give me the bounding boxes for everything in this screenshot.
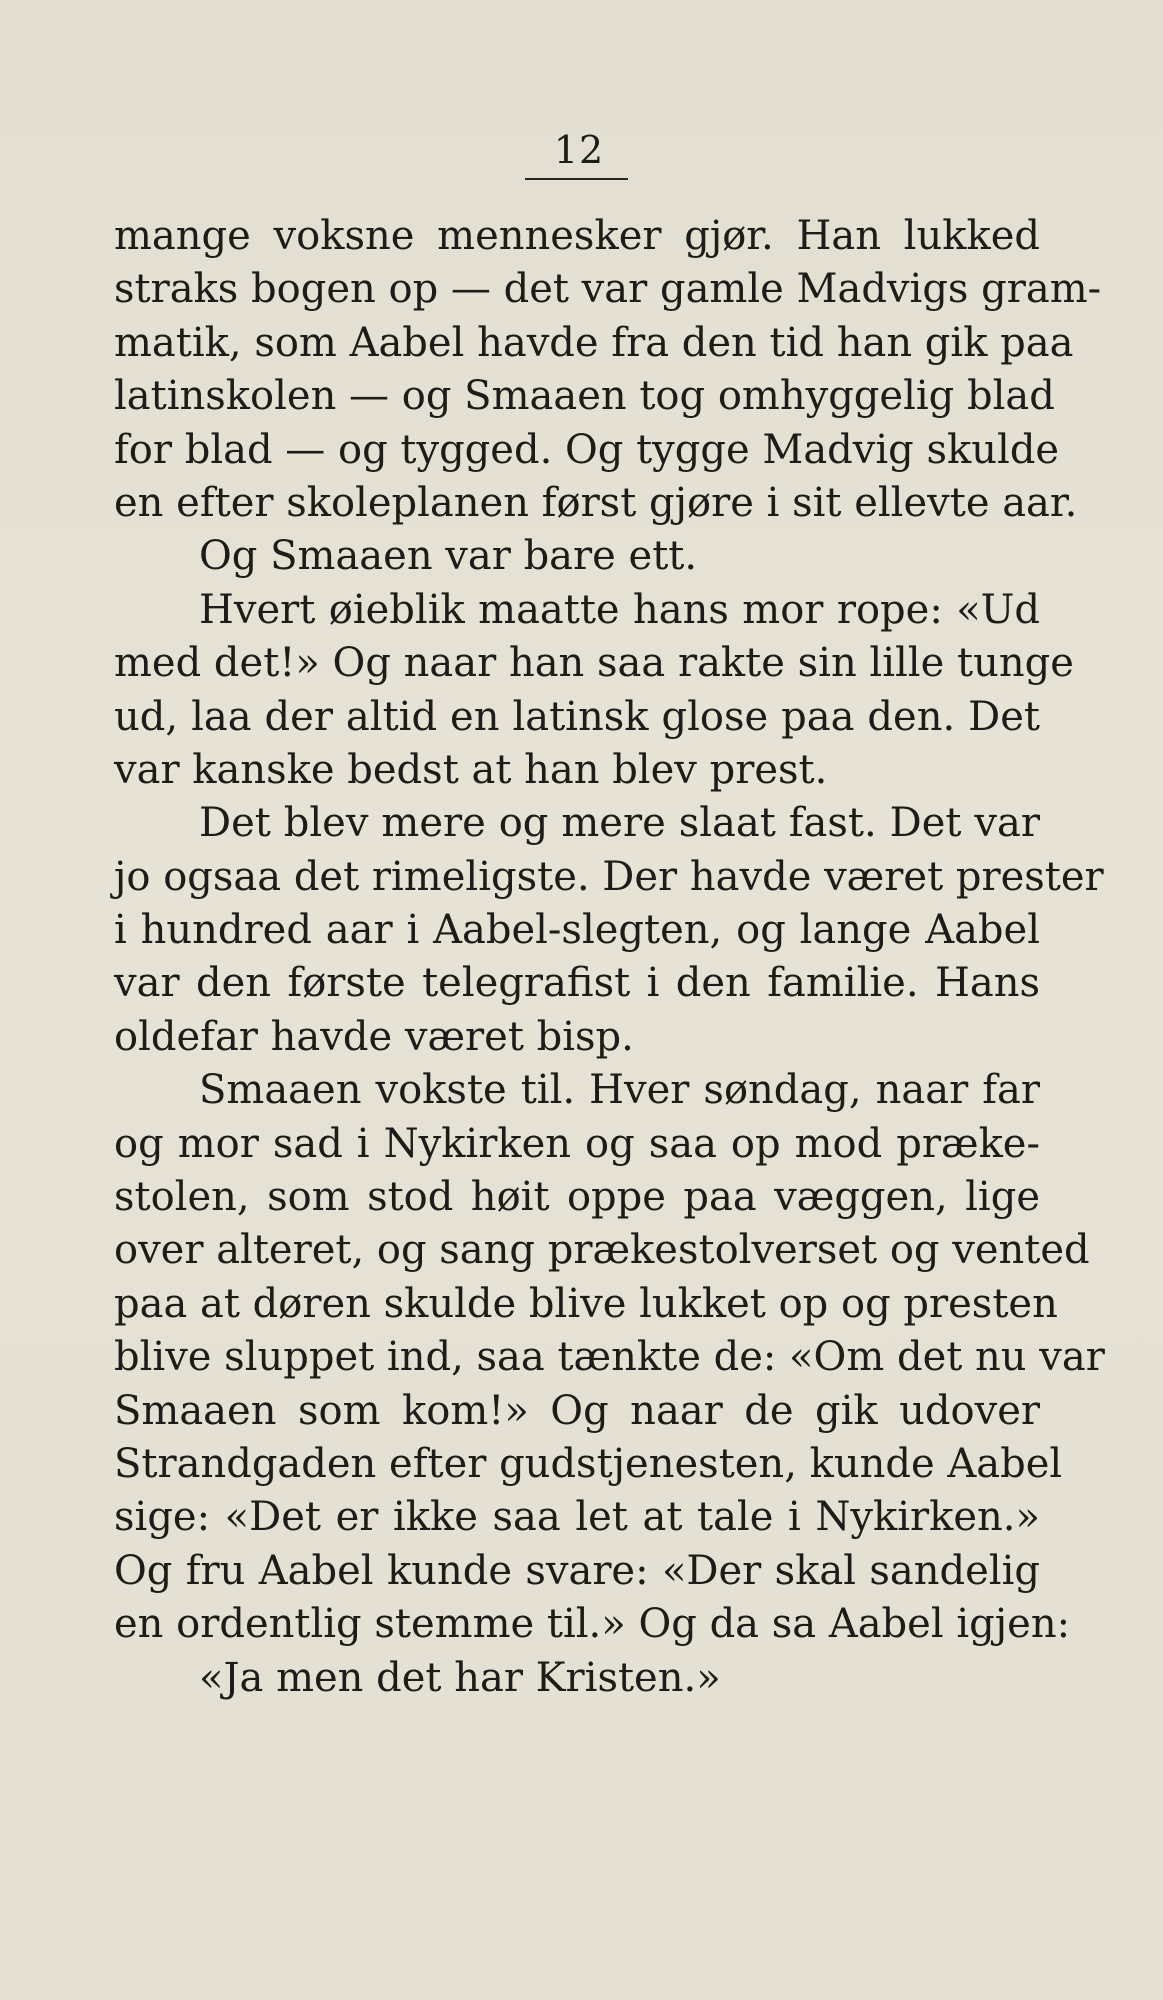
text-line: for blad — og tygged. Og tygge Madvig skulde — [114, 426, 1060, 473]
text-line: og mor sad i Nykirken og saa op mod præke- — [114, 1120, 1040, 1167]
text-line: var den første telegrafist i den familie. Hans — [114, 960, 1040, 1007]
text-line: Hvert øieblik maatte hans mor rope: «Ud — [199, 586, 1040, 633]
text-line: var kanske bedst at han blev prest. — [114, 746, 828, 793]
text-line: oldefar havde været bisp. — [114, 1013, 634, 1060]
text-line: matik, som Aabel havde fra den tid han gik paa — [114, 319, 1074, 366]
text-line: en ordentlig stemme til.» Og da sa Aabel igjen: — [114, 1601, 1071, 1648]
body-text — [114, 210, 1105, 1705]
text-line: «Ja men det har Kristen.» — [199, 1654, 721, 1701]
text-line: med det!» Og naar han saa rakte sin lille tunge — [114, 640, 1074, 687]
text-line: Og fru Aabel kunde svare: «Der skal sandelig — [114, 1547, 1040, 1594]
text-line: over alteret, og sang prækestolverset og vented — [114, 1227, 1090, 1274]
text-line: Det blev mere og mere slaat fast. Det var — [199, 800, 1040, 847]
text-line: jo ogsaa det rimeligste. Der havde været prester — [114, 853, 1104, 900]
text-line: Strandgaden efter gudstjenesten, kunde Aabel — [114, 1440, 1063, 1487]
page-number-rule — [525, 178, 628, 180]
text-line: Smaaen som kom!» Og naar de gik udover — [114, 1387, 1040, 1434]
text-line: sige: «Det er ikke saa let at tale i Nykirken.» — [114, 1494, 1040, 1541]
text-line: latinskolen — og Smaaen tog omhyggelig blad — [114, 373, 1055, 420]
text-line: ud, laa der altid en latinsk glose paa den. Det — [114, 693, 1040, 740]
text-line: i hundred aar i Aabel-slegten, og lange Aabel — [114, 907, 1040, 954]
text-line: blive sluppet ind, saa tænkte de: «Om det nu var — [114, 1334, 1105, 1381]
text-line: mange voksne mennesker gjør. Han lukked — [114, 213, 1040, 259]
page-number: 12 — [553, 128, 605, 172]
text-line: straks bogen op — det var gamle Madvigs gram- — [114, 266, 1102, 313]
text-line: Smaaen vokste til. Hver søndag, naar far — [199, 1067, 1040, 1114]
text-line: en efter skoleplanen først gjøre i sit ellevte aar. — [114, 479, 1078, 526]
text-line: stolen, som stod høit oppe paa væggen, lige — [114, 1174, 1040, 1221]
text-line: paa at døren skulde blive lukket op og presten — [114, 1280, 1058, 1327]
text-line: Og Smaaen var bare ett. — [199, 533, 698, 580]
page-number-block — [529, 128, 629, 172]
